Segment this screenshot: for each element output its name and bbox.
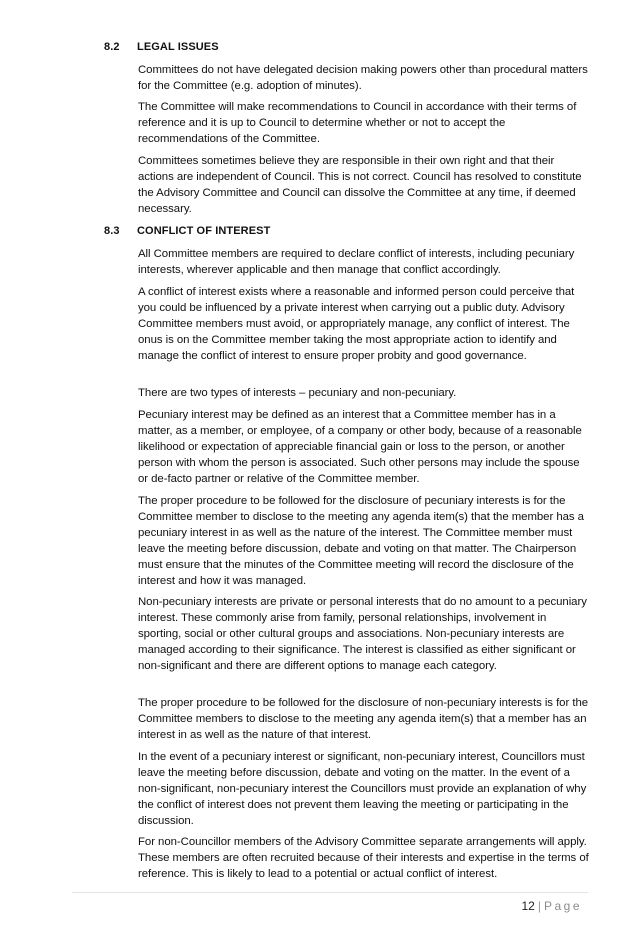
paragraph: The Committee will make recommendations to Council in accordance with their terms of reference and it is up to Council to determine whether or not to accept the recommendations of the Committee. [138, 101, 577, 145]
footer-divider [72, 892, 588, 893]
footer-separator: | [537, 899, 541, 913]
page-number: 12 [521, 899, 535, 913]
page-footer [521, 898, 582, 914]
paragraph: Committees do not have delegated decision making powers other than procedural matters for the Committee (e.g. adoption of minutes). [138, 64, 588, 92]
paragraph: The proper procedure to be followed for the disclosure of non-pecuniary interests is for the Committee members to disclose to the meeting any agenda item(s) that a member has an interest in as well as the nature of that interest. [138, 697, 589, 741]
section-title: LEGAL ISSUES [137, 41, 219, 53]
paragraph: The proper procedure to be followed for the disclosure of pecuniary interests is for the Committee member to disclose to the meeting any agenda item(s) that the member has a pecuniary interest in as well as the nature of the interest. The Committee member must leave the meeting before discussion, debate and voting on that matter. The Chairperson must ensure that the minutes of the Committee meeting will record the disclosure of the interest and how it was managed. [138, 495, 584, 587]
paragraph: In the event of a pecuniary interest or significant, non-pecuniary interest, Councillors must leave the meeting before discussion, debate and voting on the matter. In the event of a non-significant, non-pecuniary interest the Councillors must provide an explanation of why the conflict of interest does not prevent them leaving the meeting or participating in the discussion. [138, 751, 587, 827]
section-heading-conflict-of-interest [104, 223, 270, 239]
paragraph: For non-Councillor members of the Advisory Committee separate arrangements will apply. These members are often recruited because of their interests and expertise in the terms of reference. This is likely to lead to a potential or actual conflict of interest. [138, 836, 589, 880]
paragraph: All Committee members are required to declare conflict of interests, including pecuniary interests, wherever applicable and then manage that conflict accordingly. [138, 248, 575, 276]
section-title: CONFLICT OF INTEREST [137, 225, 271, 237]
paragraph: There are two types of interests – pecuniary and non-pecuniary. [138, 387, 457, 399]
section-heading-legal-issues [104, 39, 219, 55]
paragraph: Committees sometimes believe they are responsible in their own right and that their actions are independent of Council. This is not correct. Council has resolved to constitute the Advisory Committee and Council can dissolve the Committee at any time, if deemed necessary. [138, 155, 582, 215]
paragraph: A conflict of interest exists where a reasonable and informed person could perceive that you could be influenced by a private interest when carrying out a public duty. Advisory Committee members must avoid, or appropriately manage, any conflict of interest. The onus is on the Committee member taking the most appropriate action to identify and manage the conflict of interest to ensure proper probity and good governance. [138, 286, 575, 362]
section-number: 8.2 [104, 41, 120, 53]
section-number: 8.3 [104, 225, 120, 237]
page-label: Page [543, 899, 582, 913]
paragraph: Pecuniary interest may be defined as an interest that a Committee member has in a matter, as a member, or employee, of a company or other body, because of a reasonable likelihood or expectation of appreciable financial gain or loss to the person, or another person with whom the person is associated. Such other persons may include the spouse or de-facto partner or relative of the Committee member. [138, 409, 582, 485]
paragraph: Non-pecuniary interests are private or personal interests that do no amount to a pecuniary interest. These commonly arise from family, personal relationships, involvement in sporting, social or other cultural groups and associations. Non-pecuniary interests are managed according to their significance. The interest is classified as either significant or non-significant and there are different options to manage each category. [138, 596, 587, 672]
